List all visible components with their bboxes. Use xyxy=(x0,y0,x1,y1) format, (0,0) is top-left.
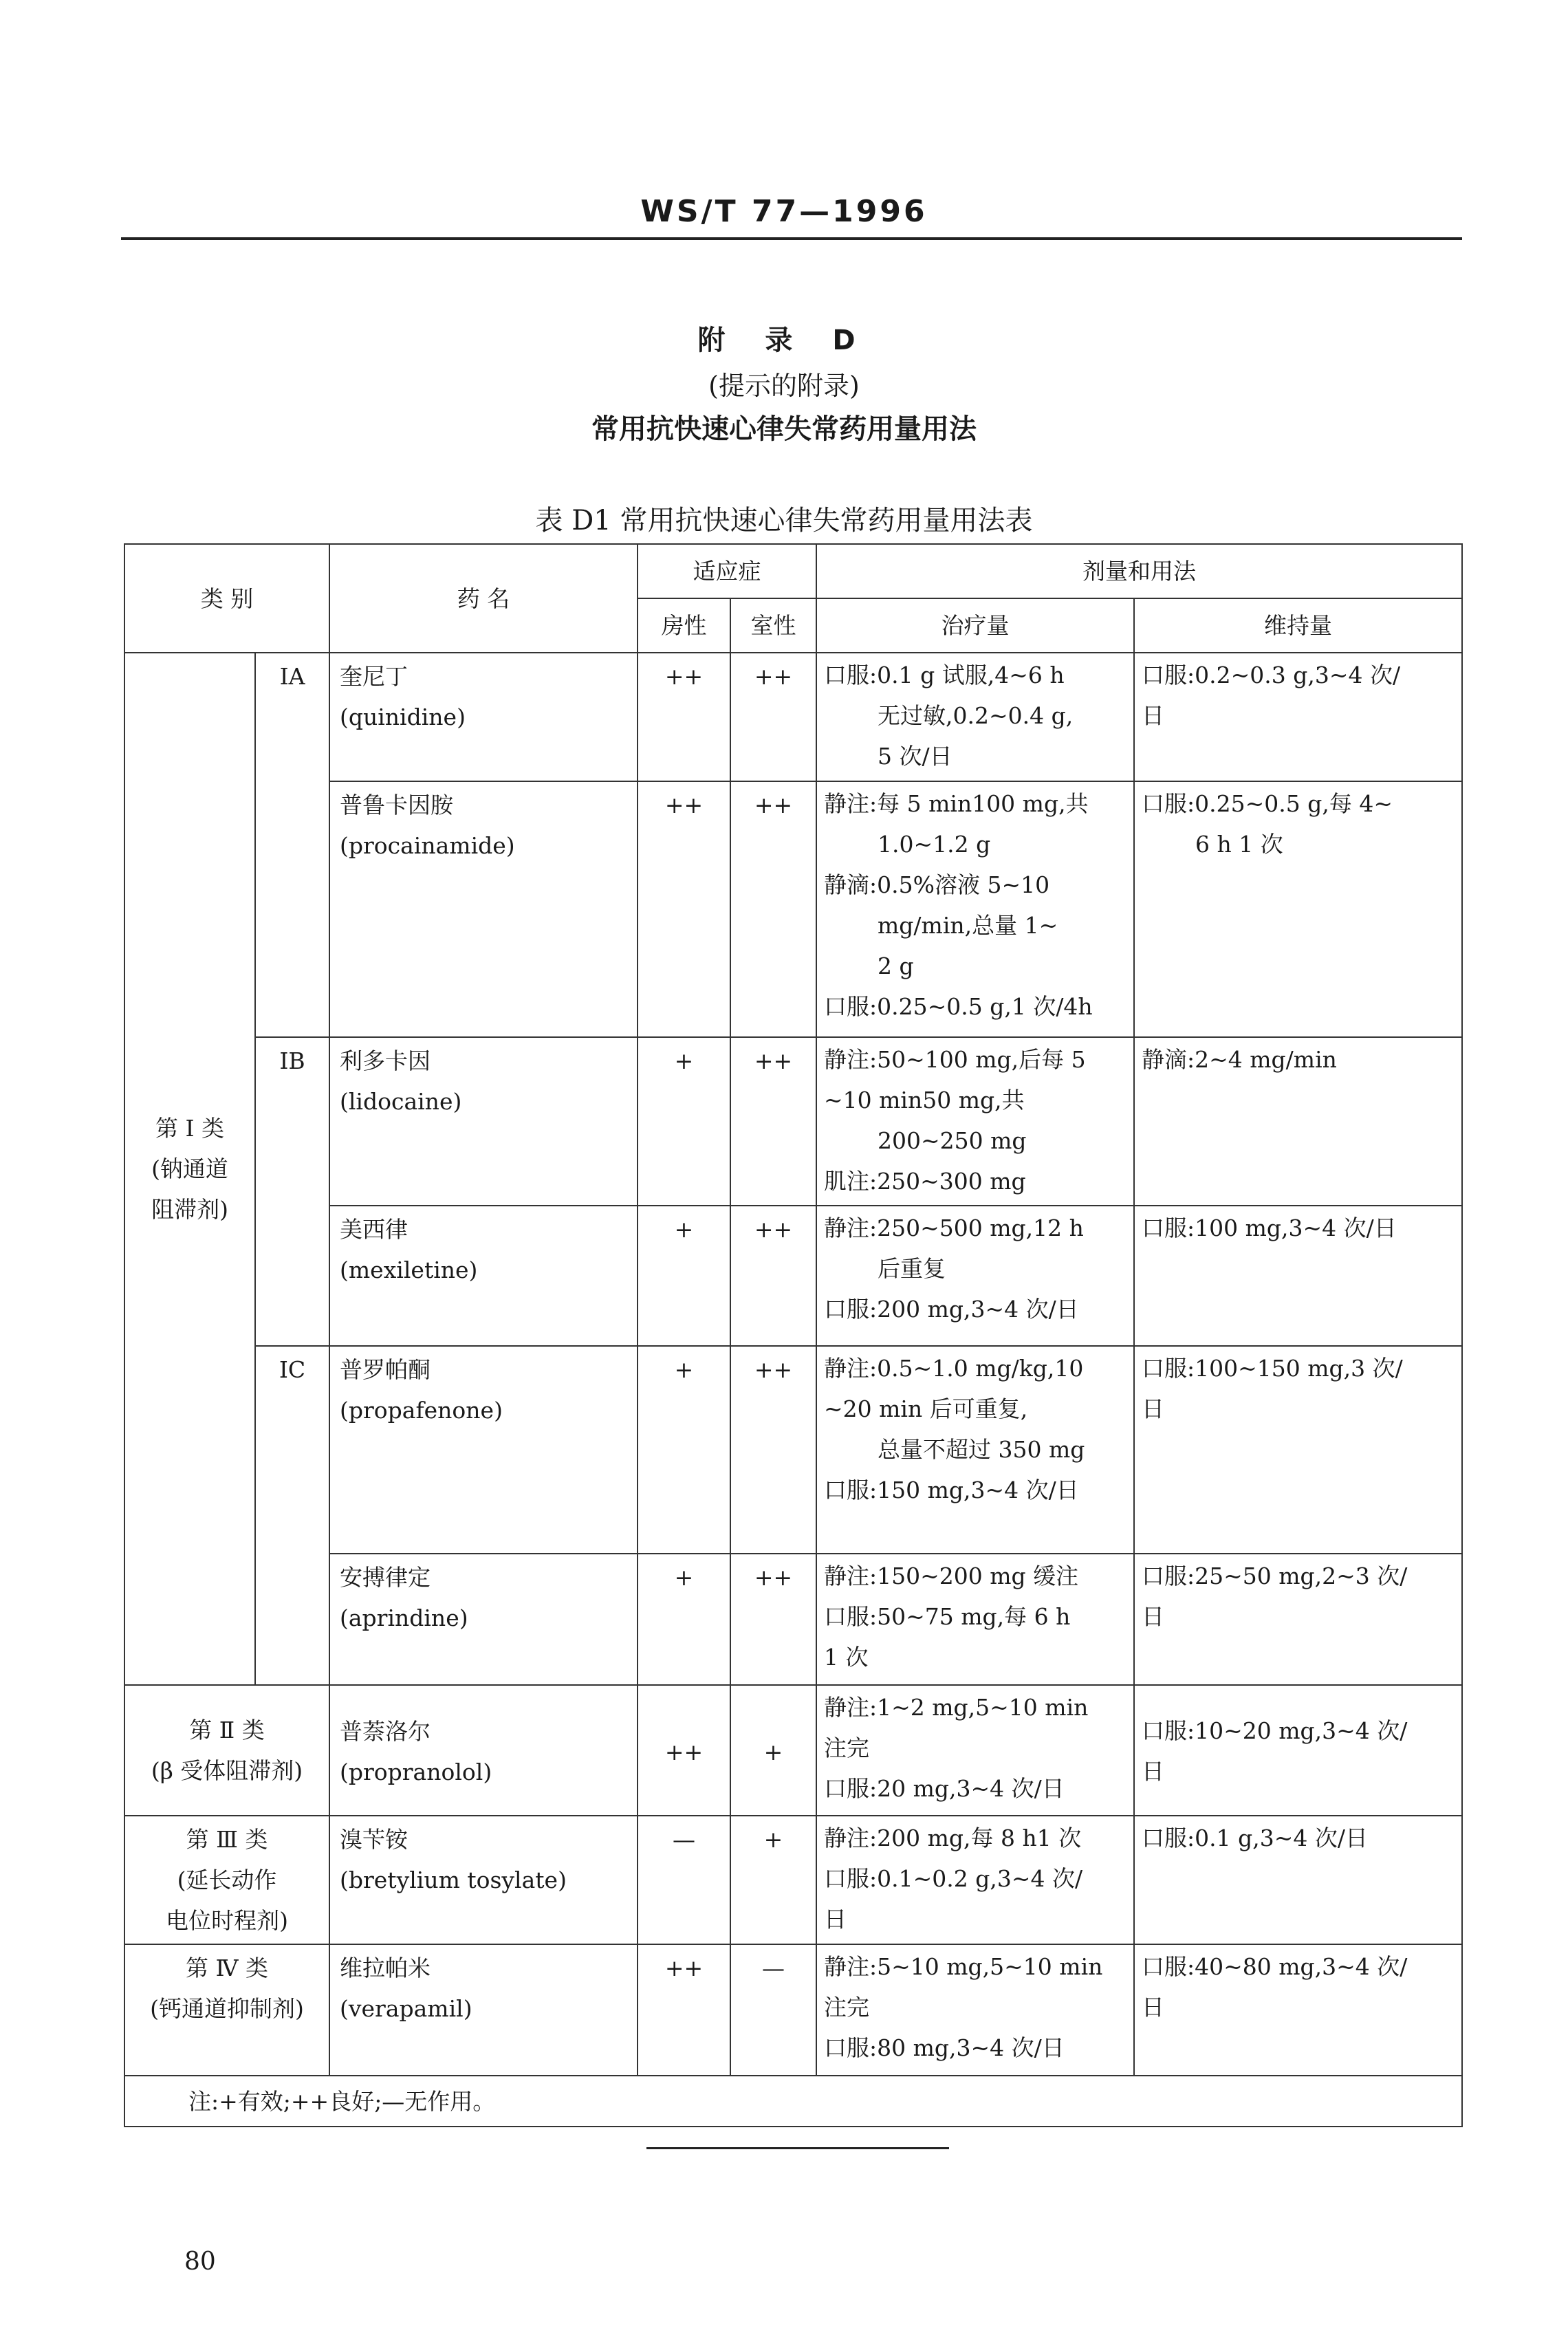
table-row xyxy=(124,1037,1462,1206)
dose-line: 静注:150~200 mg 缓注 xyxy=(824,1563,1079,1589)
atrial-cell: + xyxy=(638,1037,730,1206)
header-treatment: 治疗量 xyxy=(816,598,1134,653)
category-desc: (钠通道 xyxy=(151,1155,228,1182)
treatment-cell xyxy=(816,781,1134,1037)
table-row xyxy=(124,1346,1462,1554)
maintenance-cell xyxy=(1134,1554,1462,1685)
dose-line: 静注:5~10 mg,5~10 min xyxy=(824,1953,1103,1980)
dose-line: 口服:0.2~0.3 g,3~4 次/ xyxy=(1142,662,1401,688)
drug-name-cn: 美西律 xyxy=(340,1216,408,1243)
drug-name-cn: 普罗帕酮 xyxy=(340,1356,431,1383)
drug-name-en: (aprindine) xyxy=(340,1605,468,1631)
drug-cell xyxy=(329,1816,638,1944)
appendix-heading: 常用抗快速心律失常药用量用法 xyxy=(591,413,977,445)
standard-code: WS/T 77—1996 xyxy=(640,194,928,229)
dose-line: 口服:100~150 mg,3 次/ xyxy=(1142,1355,1403,1382)
dose-line: 2 g xyxy=(878,953,914,979)
subclass-cell: IB xyxy=(255,1037,329,1346)
dose-line: 静注:250~500 mg,12 h xyxy=(824,1215,1084,1241)
dose-line: 日 xyxy=(824,1906,847,1933)
dose-line: 口服:0.25~0.5 g,1 次/4h xyxy=(824,993,1093,1020)
drug-cell xyxy=(329,1037,638,1206)
table-note-row xyxy=(124,2076,1462,2127)
category-desc: (β 受体阻滞剂) xyxy=(151,1757,303,1784)
drug-name-en: (propafenone) xyxy=(340,1397,503,1424)
maintenance-cell xyxy=(1134,1037,1462,1206)
header-ventricular: 室性 xyxy=(730,598,816,653)
category-name: 第 Ⅱ 类 xyxy=(189,1717,265,1743)
drug-name-cn: 安搏律定 xyxy=(340,1564,431,1591)
drug-name-en: (procainamide) xyxy=(340,832,515,859)
category-cell xyxy=(124,1685,329,1816)
drug-name-en: (mexiletine) xyxy=(340,1257,478,1283)
dose-line: 口服:50~75 mg,每 6 h xyxy=(824,1603,1071,1630)
category-name: 第 Ⅲ 类 xyxy=(186,1826,268,1853)
dose-line: 静注:每 5 min100 mg,共 xyxy=(824,790,1089,817)
dose-line: mg/min,总量 1~ xyxy=(878,912,1058,939)
atrial-cell: ++ xyxy=(638,653,730,781)
ventricular-cell: — xyxy=(730,1944,816,2076)
dose-line: 日 xyxy=(1142,1758,1164,1785)
dose-line: 肌注:250~300 mg xyxy=(824,1168,1026,1195)
drug-name-cn: 利多卡因 xyxy=(340,1047,431,1074)
table-note: 注:+有效;++良好;—无作用。 xyxy=(124,2076,1462,2127)
dose-line: 口服:10~20 mg,3~4 次/ xyxy=(1142,1717,1408,1744)
header-drug: 药 名 xyxy=(329,544,638,653)
dose-line: ~20 min 后可重复, xyxy=(824,1395,1028,1422)
category-cell-class1 xyxy=(124,653,255,1685)
dose-line: 总量不超过 350 mg xyxy=(878,1436,1085,1463)
ventricular-cell: + xyxy=(730,1816,816,1944)
category-desc: (钙通道抑制剂) xyxy=(150,1995,304,2022)
drug-cell xyxy=(329,1206,638,1346)
dose-line: 1.0~1.2 g xyxy=(878,831,991,858)
atrial-cell: — xyxy=(638,1816,730,1944)
treatment-cell xyxy=(816,653,1134,781)
dose-line: 注完 xyxy=(824,1994,869,2021)
drug-name-en: (bretylium tosylate) xyxy=(340,1867,567,1893)
ventricular-cell: ++ xyxy=(730,1037,816,1206)
drug-cell xyxy=(329,1346,638,1554)
drug-cell xyxy=(329,1944,638,2076)
maintenance-cell xyxy=(1134,781,1462,1037)
dose-line: 口服:0.1 g,3~4 次/日 xyxy=(1142,1825,1368,1851)
dose-line: 注完 xyxy=(824,1735,869,1761)
atrial-cell: ++ xyxy=(638,781,730,1037)
dose-line: 口服:200 mg,3~4 次/日 xyxy=(824,1296,1079,1323)
maintenance-cell xyxy=(1134,1685,1462,1816)
drug-name-en: (quinidine) xyxy=(340,704,466,730)
drug-cell xyxy=(329,781,638,1037)
header-maintenance: 维持量 xyxy=(1134,598,1462,653)
maintenance-cell xyxy=(1134,1944,1462,2076)
drug-cell xyxy=(329,1685,638,1816)
drug-name-cn: 普萘洛尔 xyxy=(340,1718,431,1745)
treatment-cell xyxy=(816,1346,1134,1554)
header-category: 类 别 xyxy=(124,544,329,653)
dose-line: 后重复 xyxy=(878,1255,946,1282)
ventricular-cell: ++ xyxy=(730,1206,816,1346)
dose-line: 口服:0.25~0.5 g,每 4~ xyxy=(1142,790,1393,817)
ventricular-cell: ++ xyxy=(730,1346,816,1554)
appendix-subtitle: (提示的附录) xyxy=(708,371,860,401)
table-row xyxy=(124,1816,1462,1944)
header-rule xyxy=(121,237,1462,240)
ventricular-cell: ++ xyxy=(730,653,816,781)
category-name: 第 Ⅳ 类 xyxy=(186,1955,268,1981)
dose-line: 口服:20 mg,3~4 次/日 xyxy=(824,1775,1065,1802)
atrial-cell: + xyxy=(638,1206,730,1346)
dose-line: 口服:0.1~0.2 g,3~4 次/ xyxy=(824,1865,1083,1892)
drug-name-cn: 溴苄铵 xyxy=(340,1826,408,1853)
header-dosage: 剂量和用法 xyxy=(816,544,1462,598)
dosage-table-container xyxy=(124,543,1461,2127)
table-row xyxy=(124,1944,1462,2076)
dose-line: 200~250 mg xyxy=(878,1127,1027,1154)
footer-rule xyxy=(646,2147,949,2149)
dose-line: 日 xyxy=(1142,1603,1164,1630)
dose-line: 口服:150 mg,3~4 次/日 xyxy=(824,1477,1079,1503)
dosage-table xyxy=(124,543,1463,2127)
drug-name-en: (propranolol) xyxy=(340,1759,492,1785)
dose-line: 静滴:0.5%溶液 5~10 xyxy=(824,871,1050,898)
dose-line: 6 h 1 次 xyxy=(1195,831,1283,858)
dose-line: 口服:0.1 g 试服,4~6 h xyxy=(824,662,1065,688)
dose-line: 1 次 xyxy=(824,1644,869,1671)
dose-line: 无过敏,0.2~0.4 g, xyxy=(878,702,1074,729)
dose-line: 口服:25~50 mg,2~3 次/ xyxy=(1142,1563,1408,1589)
category-cell xyxy=(124,1944,329,2076)
dose-line: 静滴:2~4 mg/min xyxy=(1142,1046,1337,1073)
dose-line: 日 xyxy=(1142,1395,1164,1422)
drug-name-cn: 奎尼丁 xyxy=(340,663,408,690)
table-row xyxy=(124,1685,1462,1816)
atrial-cell: + xyxy=(638,1554,730,1685)
drug-cell xyxy=(329,653,638,781)
maintenance-cell xyxy=(1134,1816,1462,1944)
treatment-cell xyxy=(816,1685,1134,1816)
table-caption: 表 D1 常用抗快速心律失常药用量用法表 xyxy=(535,505,1033,536)
drug-cell xyxy=(329,1554,638,1685)
dose-line: 日 xyxy=(1142,702,1164,729)
ventricular-cell: ++ xyxy=(730,781,816,1037)
category-desc: (延长动作 xyxy=(177,1867,277,1893)
ventricular-cell: + xyxy=(730,1685,816,1816)
subclass-cell: IA xyxy=(255,653,329,1037)
header-row-1 xyxy=(124,544,1462,598)
dose-line: 静注:0.5~1.0 mg/kg,10 xyxy=(824,1355,1084,1382)
category-desc: 电位时程剂) xyxy=(166,1907,288,1934)
dose-line: 口服:80 mg,3~4 次/日 xyxy=(824,2034,1065,2061)
maintenance-cell xyxy=(1134,1346,1462,1554)
category-desc: 阻滞剂) xyxy=(151,1196,228,1223)
dose-line: 静注:200 mg,每 8 h1 次 xyxy=(824,1825,1082,1851)
drug-name-cn: 维拉帕米 xyxy=(340,1955,431,1981)
drug-name-cn: 普鲁卡因胺 xyxy=(340,792,453,818)
drug-name-en: (verapamil) xyxy=(340,1995,472,2022)
appendix-title: 附 录 D xyxy=(697,325,871,356)
treatment-cell xyxy=(816,1037,1134,1206)
dose-line: 口服:100 mg,3~4 次/日 xyxy=(1142,1215,1397,1241)
dose-line: 静注:50~100 mg,后每 5 xyxy=(824,1046,1086,1073)
dose-line: 静注:1~2 mg,5~10 min xyxy=(824,1694,1089,1721)
treatment-cell xyxy=(816,1206,1134,1346)
ventricular-cell: ++ xyxy=(730,1554,816,1685)
dose-line: ~10 min50 mg,共 xyxy=(824,1087,1025,1113)
category-name: 第 I 类 xyxy=(155,1115,224,1142)
atrial-cell: ++ xyxy=(638,1944,730,2076)
subclass-cell: IC xyxy=(255,1346,329,1685)
maintenance-cell xyxy=(1134,653,1462,781)
maintenance-cell xyxy=(1134,1206,1462,1346)
header-indication: 适应症 xyxy=(638,544,816,598)
treatment-cell xyxy=(816,1816,1134,1944)
dose-line: 日 xyxy=(1142,1994,1164,2021)
category-cell xyxy=(124,1816,329,1944)
dose-line: 口服:40~80 mg,3~4 次/ xyxy=(1142,1953,1408,1980)
page-number: 80 xyxy=(184,2248,216,2276)
atrial-cell: ++ xyxy=(638,1685,730,1816)
atrial-cell: + xyxy=(638,1346,730,1554)
drug-name-en: (lidocaine) xyxy=(340,1088,462,1115)
header-atrial: 房性 xyxy=(638,598,730,653)
treatment-cell xyxy=(816,1554,1134,1685)
dose-line: 5 次/日 xyxy=(878,743,952,770)
treatment-cell xyxy=(816,1944,1134,2076)
table-row xyxy=(124,653,1462,781)
